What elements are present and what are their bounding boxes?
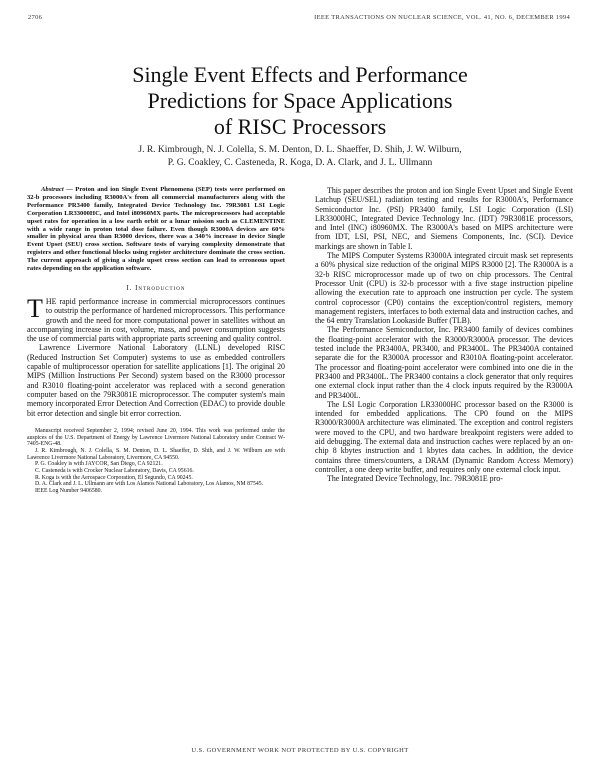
abstract-text: — Proton and ion Single Event Phenomena (SEP) tests were performed on 32-b processors including R3000A's from all commercial manufacturers along with the Performance PR3400 family, Integrated Device Technology Inc. 79R3081 LSI Logic Corporation LR33000HC, and Intel i80960MX parts. The microprocessors had acceptable upset rates for operation in a low earth orbit or a lunar mission such as CLEMENTINE with a wide range in proton total dose failure. Even though R3000A devices are 60% smaller in physical area than R3000 devices, there was a 340% increase in device Single Event Upset (SEU) cross section. Software tests of varying complexity demonstrate that registers and other functional blocks using register architecture dominate the cross section. The current approach of giving a single upset cross section can lead to erroneous upset rates depending on the application software. <box>27 186 285 273</box>
body-paragraph: The Performance Semiconductor, Inc. PR3400 family of devices combines the floating-point accelerator with the R3000/R3000A processor. The devices tested include the PR3400A, PR3400, and PR3400L. The PR3400A contained separate die for the R3000A processor and R3010A floating-point accelerator. The processor and floating-point accelerator were combined into one die in the PR3400 and PR3400L. The PR3400 contains a clock generator that only requires one external clock input rather than the 4 clock inputs required by the R3000A and PR3400L. <box>315 325 573 400</box>
footnote: P. G. Coakley is with JAYCOR, San Diego, CA 92121. <box>35 461 163 468</box>
footnote: Manuscript received September 2, 1994; revised June 20, 1994. This work was performed under the auspices of the U.S. Department of Energy by Lawrence Livermore National Laboratory under Contract W-7405-ENG-48. <box>27 427 285 448</box>
author-list <box>60 144 540 169</box>
paper-title <box>40 62 560 140</box>
body-paragraph: The Integrated Device Technology, Inc. 79R3081E pro- <box>327 474 503 484</box>
footnote: IEEE Log Number 9406580. <box>35 488 102 495</box>
section-heading-introduction: I. Introduction <box>126 284 186 292</box>
title-line: Single Event Effects and Performance <box>132 62 468 87</box>
intro-paragraph-2: Lawrence Livermore National Laboratory (LLNL) developed RISC (Reduced Instruction Set Computer) systems to use as embedded controllers capable of multiprocessor operation for satellite applications [1]. The original 20 MIPS (Million Instructions Per Second) system based on the R3000 processor and R3010 floating-point accelerator was replaced with a second generation computer based on the 79R3081E microprocessor. The computer system's main memory incorporated Error Detection And Correction (EDAC) to provide double bit error detection and single bit error correction. <box>27 343 285 418</box>
intro-paragraph-1-text: HE rapid performance increase in commercial microprocessors continues to outstrip the performance of hardened microprocessors. This performance growth and the need for more computational power in satellites without an accompanying increase in cost, volume, mass, and power consumption suggests the use of commercial parts with appropriate parts screening and quality control. <box>27 296 285 344</box>
footnote: R. Koga is with the Aerospace Corporation, El Segundo, CA 90245. <box>35 474 193 481</box>
right-column <box>315 186 573 484</box>
abstract <box>27 186 285 273</box>
author-line: J. R. Kimbrough, N. J. Colella, S. M. Denton, D. L. Shaeffer, D. Shih, J. W. Wilburn, <box>138 145 462 155</box>
title-line: Predictions for Space Applications <box>147 88 453 113</box>
footnotes <box>27 428 285 495</box>
journal-header: IEEE TRANSACTIONS ON NUCLEAR SCIENCE, VOL. 41, NO. 6, DECEMBER 1994 <box>314 14 570 21</box>
running-header <box>28 14 570 26</box>
copyright-footer: U.S. GOVERNMENT WORK NOT PROTECTED BY U.S. COPYRIGHT <box>191 747 409 754</box>
title-line: of RISC Processors <box>213 114 387 139</box>
abstract-label: Abstract <box>41 186 64 193</box>
body-paragraph: The MIPS Computer Systems R3000A integrated circuit mask set represents a 60% physical size reduction of the original MIPS R3000 [2]. The R3000A is a 32-b RISC microprocessor made up of two on chip processors. The Central Processor Unit (CPU) is 32-b processor with a five stage instruction pipeline allowing the execution rate to approach one instruction per cycle. The system control coprocessor (CP0) contains the exception/control registers, memory management registers, interfaces to both external data and instruction caches, and the 64 entry Translation Lookaside Buffer (TLB). <box>315 251 573 326</box>
footnote: J. R. Kimbrough, N. J. Colella, S. M. Denton, D. L. Shaeffer, D. Shih, and J. W. Wilburn are with Lawrence Livermore National Laboratory, Livermore, CA 94550. <box>27 447 285 461</box>
left-column <box>27 186 285 495</box>
author-line: P. G. Coakley, C. Casteneda, R. Koga, D. A. Clark, and J. L. Ullmann <box>167 157 433 168</box>
body-paragraph: The LSI Logic Corporation LR33000HC processor based on the R3000 is intended for embedded applications. The CP0 found on the MIPS R3000/R3000A architecture was eliminated. The exception and control registers were moved to the CPU, and two hardware breakpoint registers were added to aid debugging. The external data and instruction caches were replaced by an on-chip 8 kbytes instruction and 1 kbytes data caches. In addition, the device contains three timers/counters, a DRAM (Dynamic Random Access Memory) controller, a one deep write buffer, and requires only one external clock input. <box>315 399 573 474</box>
drop-cap: T <box>27 293 43 323</box>
page-number: 2706 <box>28 14 43 21</box>
footnote: D. A. Clark and J. L. Ullmann are with Los Alamos National Laboratory, Los Alamos, NM 87545. <box>35 481 264 488</box>
footnote: C. Casteneda is with Crocker Nuclear Laboratory, Davis, CA 95616. <box>35 468 194 475</box>
intro-paragraph-1 <box>27 293 285 344</box>
body-paragraph: This paper describes the proton and ion Single Event Upset and Single Event Latchup (SEU/SEL) radiation testing and results for R3000A's, Performance Semiconductor Inc. (PSI) PR3400 family, LSI Logic Corporation (LSI) LR33000HC, Integrated Device Technology Inc. (IDT) 79R3081E processors, and Intel (INC) i80960MX. The R3000A's based on MIPS architecture were from IDT, LSI, PSI, NEC, and Siemens Components, Inc. (SCI). Device markings are shown in Table I. <box>315 186 573 251</box>
